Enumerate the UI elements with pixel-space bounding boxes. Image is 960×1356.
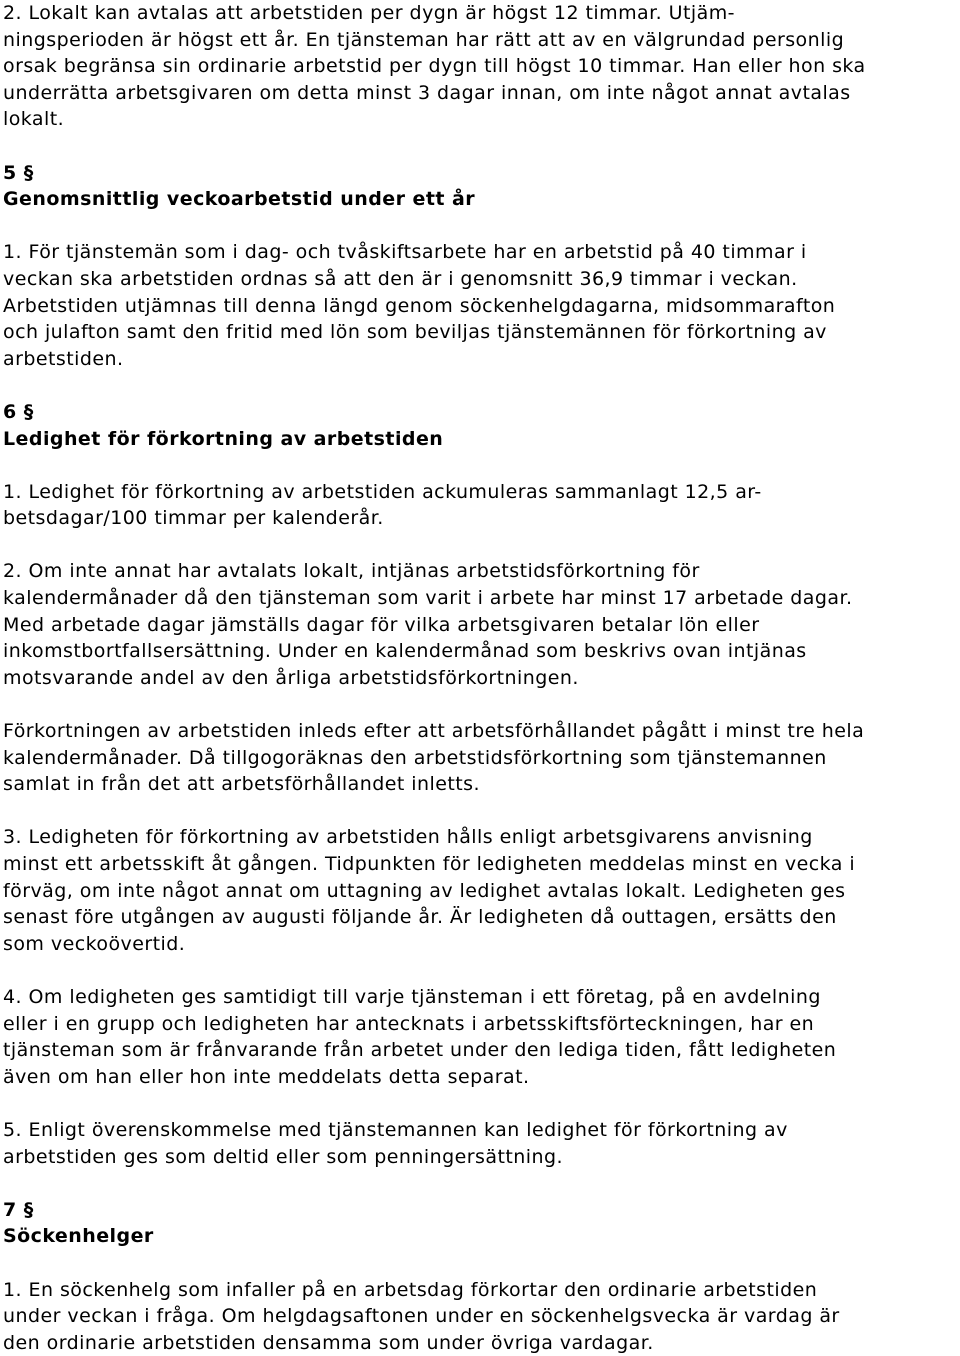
section-title-ledighet-for-forkortning: Ledighet för förkortning av arbetstiden	[3, 426, 953, 453]
paragraph-2-lokal-arbetstid: 2. Lokalt kan avtalas att arbetstiden per dygn är högst 12 timmar. Utjäm- ningsperioden är högst ett år. En tjänsteman har rätt att av en välgrundad personlig orsak begränsa sin ordinarie arbetstid per dygn till högst 10 timmar. Han eller hon ska underrätta arbetsgivaren om detta minst 3 dagar innan, om inte något annat avtalas lokalt.	[3, 0, 953, 133]
paragraph-6-1: 1. Ledighet för förkortning av arbetstiden ackumuleras sammanlagt 12,5 ar- betsdagar/100 timmar per kalenderår.	[3, 479, 953, 532]
section-number-6: 6 §	[3, 399, 953, 426]
paragraph-6-2-continued: Förkortningen av arbetstiden inleds efter att arbetsförhållandet pågått i minst tre hela kalendermånader. Då tillgogoräknas den arbetstidsförkortning som tjänstemannen samlat in från det att arbetsförhållandet inletts.	[3, 718, 953, 798]
section-title-genomsnittlig-veckoarbetstid: Genomsnittlig veckoarbetstid under ett år	[3, 186, 953, 213]
paragraph-6-5: 5. Enligt överenskommelse med tjänstemannen kan ledighet för förkortning av arbetstiden ges som deltid eller som penningersättning.	[3, 1117, 953, 1170]
paragraph-6-3: 3. Ledigheten för förkortning av arbetstiden hålls enligt arbetsgivarens anvisning minst ett arbetsskift åt gången. Tidpunkten för ledigheten meddelas minst en vecka i förväg, om inte något annat om uttagning av ledighet avtalas lokalt. Ledigheten ges senast före utgången av augusti följande år. Är ledigheten då outtagen, ersätts den som veckoövertid.	[3, 824, 953, 957]
document-body	[3, 0, 953, 1356]
section-number-7: 7 §	[3, 1197, 953, 1224]
paragraph-5-1: 1. För tjänstemän som i dag- och tvåskiftsarbete har en arbetstid på 40 timmar i veckan ska arbetstiden ordnas så att den är i genomsnitt 36,9 timmar i veckan. Arbetstiden utjämnas till denna längd genom söckenhelgdagarna, midsommarafton och julafton samt den fritid med lön som beviljas tjänstemännen för förkortning av arbetstiden.	[3, 239, 953, 372]
section-title-sockenhelger: Söckenhelger	[3, 1223, 953, 1250]
section-number-5: 5 §	[3, 160, 953, 187]
paragraph-6-4: 4. Om ledigheten ges samtidigt till varje tjänsteman i ett företag, på en avdelning eller i en grupp och ledigheten har antecknats i arbetsskiftsförteckningen, har en tjänsteman som är frånvarande från arbetet under den lediga tiden, fått ledigheten även om han eller hon inte meddelats detta separat.	[3, 984, 953, 1090]
paragraph-7-1: 1. En söckenhelg som infaller på en arbetsdag förkortar den ordinarie arbetstiden under veckan i fråga. Om helgdagsaftonen under en söckenhelgsvecka är vardag är den ordinarie arbetstiden densamma som under övriga vardagar.	[3, 1277, 953, 1356]
paragraph-6-2: 2. Om inte annat har avtalats lokalt, intjänas arbetstidsförkortning för kalendermånader då den tjänsteman som varit i arbete har minst 17 arbetade dagar. Med arbetade dagar jämställs dagar för vilka arbetsgivaren betalar lön eller inkomstbortfallsersättning. Under en kalendermånad som beskrivs ovan intjänas motsvarande andel av den årliga arbetstidsförkortningen.	[3, 558, 953, 691]
